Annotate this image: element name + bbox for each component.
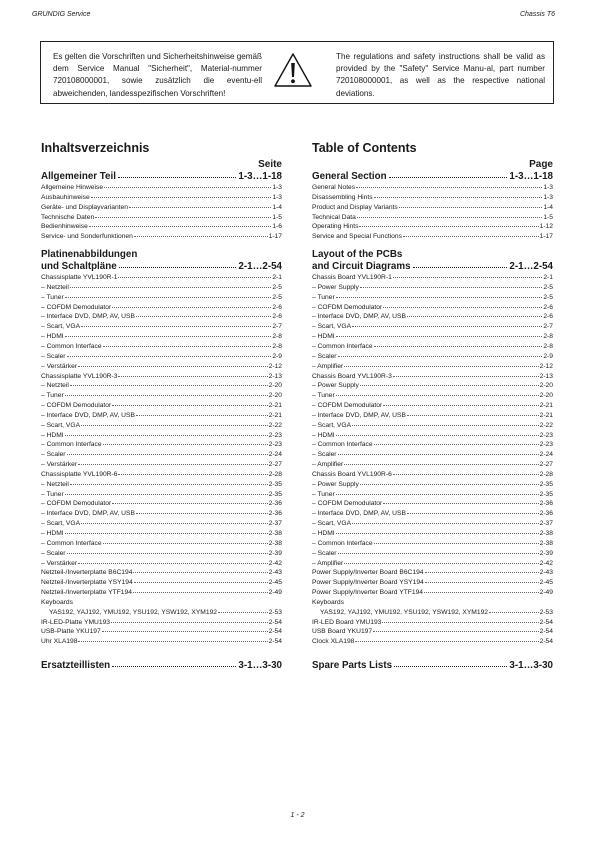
toc-entry-page: 2-21 [539,411,553,419]
toc-entry[interactable] [312,193,553,203]
toc-entry-page: 2-22 [268,421,282,429]
toc-entry-page: 2-54 [539,628,553,636]
toc-entry-page: 2-20 [539,382,553,390]
toc-entry-page: 2-53 [539,608,553,616]
toc-entry-label: – Interface DVD, DMP, AV, USB [41,313,135,321]
toc-entry-page: 2-23 [268,441,282,449]
toc-entry-page: 2-35 [268,480,282,488]
toc-entry-page: 1-17 [268,233,282,241]
toc-entry[interactable] [312,519,553,529]
toc-entry-page: 2-12 [539,362,553,370]
toc-entry-page: 2-42 [539,559,553,567]
toc-entry-label: – Common Interface [41,441,102,449]
toc-entry[interactable] [312,283,553,293]
toc-entry-label: YAS192, YAJ192, YMU192, YSU192, YSW192, XYM192 [49,608,218,616]
toc-entry[interactable] [41,490,282,500]
toc-entry-label: Technical Data [312,213,356,221]
toc-entry-label: – HDMI [312,333,335,341]
toc-entry-page: 2-5 [543,293,553,301]
toc-entry[interactable] [41,637,282,647]
toc-entry-label: IR-LED Board YMU193 [312,618,382,626]
toc-entry-page: 1-3 [543,193,553,201]
toc-entry-page: 2-9 [543,352,553,360]
toc-entry-page: 2-6 [272,303,282,311]
toc-entry[interactable] [41,440,282,450]
toc-entry[interactable] [41,222,282,232]
toc-entry-page: 2-28 [268,470,282,478]
page-column-label: Seite [258,159,282,170]
toc-entry-label: IR-LED-Platte YMU193 [41,618,111,626]
toc-entry[interactable] [312,608,553,618]
toc-entry[interactable] [41,618,282,628]
toc-title: Inhaltsverzeichnis [41,141,150,155]
toc-entry-page: 2-22 [539,421,553,429]
toc-entry-label: Service- und Sonderfunktionen [41,233,133,241]
toc-entry-page: 2-28 [539,470,553,478]
toc-entry[interactable] [312,293,553,303]
toc-entry-page: 2-6 [543,313,553,321]
toc-entry-label: – Amplifier [312,559,344,567]
toc-entry-label: – HDMI [41,530,64,537]
toc-entry[interactable] [312,440,553,450]
toc-entry-label: – COFDM Demodulator [312,402,383,410]
toc-entry-page: 2-6 [543,303,553,311]
toc-entry-label: Power Supply/Inverter Board B6C194 [312,569,424,577]
toc-entry-label: – Scart, VGA [41,520,81,528]
toc-entry-label: – Interface DVD, DMP, AV, USB [312,510,406,518]
toc-entry[interactable] [41,362,282,372]
toc-entry-page: 2-35 [268,490,282,498]
toc-entry-label: – HDMI [41,333,64,341]
toc-entry-page: 2-20 [268,392,282,400]
toc-entry-label: Technische Daten [41,213,95,221]
toc-entry-label: – Scaler [41,549,66,557]
toc-entry-label: Power Supply/Inverter Board YTF194 [312,589,424,597]
toc-entry[interactable] [312,401,553,411]
toc-entry-page: 2-20 [268,382,282,390]
toc-entry-page: 2-27 [539,461,553,469]
toc-entry-page: 2-37 [539,520,553,528]
toc-entry[interactable] [312,559,553,569]
toc-entry-label: – COFDM Demodulator [41,500,112,508]
toc-entry-label: – Common Interface [41,539,102,547]
toc-entry-label: – HDMI [312,431,335,439]
toc-entry-page: 2-5 [272,293,282,301]
toc-entry-page: 2-38 [268,539,282,547]
toc-entry[interactable] [312,480,553,490]
toc-list [312,183,553,242]
toc-entry-page: 1-5 [543,213,553,221]
toc-entry-label: – COFDM Demodulator [312,303,383,311]
toc-entry-label: – Scart, VGA [312,323,352,331]
toc-entry-label: – Scaler [312,352,337,360]
toc-entry[interactable] [41,213,282,223]
toc-entry-label: – Amplifier [312,461,344,469]
toc-entry[interactable] [41,193,282,203]
toc-list [41,273,282,647]
toc-entry[interactable] [41,509,282,519]
toc-entry-label: – Verstärker [41,461,78,469]
toc-entry[interactable] [41,391,282,401]
toc-entry-page: 2-43 [539,569,553,577]
toc-list [41,183,282,242]
toc-entry[interactable] [312,203,553,213]
toc-entry-page: 2-9 [272,352,282,360]
toc-entry[interactable] [41,381,282,391]
toc-entry[interactable] [41,232,282,242]
toc-entry-label: – COFDM Demodulator [41,303,112,311]
toc-entry-page: 2-38 [539,539,553,547]
header-brand: GRUNDIG Service [32,11,91,18]
toc-entry-label: – Amplifier [312,362,344,370]
toc-entry-label: – Interface DVD, DMP, AV, USB [41,510,135,518]
toc-entry-page: 2-23 [539,441,553,449]
toc-entry-page: 2-27 [268,461,282,469]
toc-entry[interactable] [41,559,282,569]
toc-entry[interactable] [312,332,553,342]
toc-entry-label: Service and Special Functions [312,233,402,241]
toc-entry-label: – COFDM Demodulator [41,402,112,410]
toc-entry-page: 2-8 [543,342,553,350]
toc-entry[interactable] [312,183,553,193]
toc-entry-page: 1-3 [543,184,553,191]
safety-notice-box [40,41,554,104]
toc-entry-label: Chassisplatte YVL190R-1 [41,274,118,282]
toc-entry-page: 2-12 [268,362,282,370]
toc-entry-label: – HDMI [41,431,64,439]
toc-entry-label: Geräte- und Displayvarianten [41,203,128,211]
toc-entry-page: 2-43 [268,569,282,577]
toc-entry-label: – Interface DVD, DMP, AV, USB [312,411,406,419]
toc-entry-page: 1-17 [539,233,553,241]
toc-entry-label: – COFDM Demodulator [312,500,383,508]
section-heading[interactable]: Spare Parts Lists 3-1…3-30 [312,660,553,672]
toc-entry-page: 2-36 [268,510,282,518]
toc-entry[interactable] [312,450,553,460]
toc-entry[interactable] [41,372,282,382]
toc-entry-label: – Verstärker [41,559,78,567]
toc-entry-page: 2-54 [268,628,282,636]
toc-entry-page: 2-38 [268,530,282,537]
toc-entry-page: 2-49 [268,589,282,597]
toc-entry-page: 1-5 [272,213,282,221]
toc-english [312,140,553,672]
toc-entry[interactable] [312,499,553,509]
toc-entry-label: – Power Supply [312,382,359,390]
toc-entry[interactable] [312,549,553,559]
toc-entry-page: 2-5 [272,283,282,291]
section-heading-line1: Platinenabbildungen [41,249,138,261]
toc-entry-label: – Common Interface [312,539,373,547]
toc-entry[interactable] [312,460,553,470]
toc-entry[interactable] [41,203,282,213]
toc-entry-page: 2-7 [272,323,282,331]
toc-entry-page: 2-8 [543,333,553,341]
toc-entry-page: 2-39 [539,549,553,557]
toc-entry[interactable] [312,213,553,223]
toc-entry-page: 1-4 [272,203,282,211]
toc-entry[interactable] [312,627,553,637]
toc-entry-label: Chassis Board YVL190R-1 [312,274,392,282]
toc-entry-page: 2-21 [539,402,553,410]
toc-entry-label: General Notes [312,184,356,191]
toc-entry[interactable] [41,283,282,293]
toc-entry[interactable] [312,303,553,313]
toc-entry[interactable] [41,342,282,352]
toc-entry-label: Netzteil-/Inverterplatte B6C194 [41,569,133,577]
toc-entry[interactable] [312,232,553,242]
toc-entry[interactable] [312,529,553,539]
toc-entry-page: 2-13 [268,372,282,380]
toc-entry[interactable] [41,460,282,470]
toc-entry[interactable] [41,450,282,460]
toc-entry-label: Chassisplatte YVL190R-3 [41,372,118,380]
toc-entry-page: 2-21 [268,411,282,419]
toc-entry-page: 2-38 [539,530,553,537]
page-column-label: Page [529,159,553,170]
toc-entry-page: 2-53 [268,608,282,616]
toc-entry-page: 1-6 [272,223,282,231]
toc-entry-label: – Scaler [41,352,66,360]
toc-entry-label: – Tuner [41,392,64,400]
safety-text-german: Es gelten die Vorschriften und Sicherheitshinweise gemäß dem Service Manual "Sicherheit", Material-nummer 720108000001, sowie zusätzlich die eventu-ell abweichenden, landesspezifischen Vorschriften! [53,52,262,98]
toc-entry[interactable] [41,568,282,578]
toc-entry-page: 1-3 [272,184,282,191]
toc-entry[interactable] [312,381,553,391]
toc-entry[interactable] [41,598,282,608]
toc-entry[interactable] [312,273,553,283]
toc-entry[interactable] [41,303,282,313]
header-chassis: Chassis T6 [519,11,555,18]
toc-entry-label: Product and Display Variants [312,203,398,211]
toc-entry-label: USB-Platte YKU197 [41,628,101,636]
toc-entry[interactable] [312,222,553,232]
toc-entry[interactable] [312,342,553,352]
toc-entry[interactable] [312,352,553,362]
toc-entry-label: – Tuner [312,490,335,498]
toc-entry-label: – Common Interface [312,441,373,449]
toc-entry[interactable] [312,391,553,401]
toc-entry-page: 2-7 [543,323,553,331]
toc-entry[interactable] [41,421,282,431]
toc-entry-label: – Scart, VGA [41,323,81,331]
toc-entry-page: 2-37 [268,520,282,528]
toc-entry-label: USB Board YKU197 [312,628,373,636]
toc-entry-label: – Verstärker [41,362,78,370]
toc-entry-page: 2-45 [539,579,553,587]
toc-entry-page: 2-24 [268,451,282,459]
toc-entry[interactable] [41,293,282,303]
toc-entry[interactable] [41,312,282,322]
toc-entry-page: 2-45 [268,579,282,587]
toc-entry[interactable] [41,401,282,411]
section-heading[interactable]: General Section 1-3…1-18 [312,171,553,182]
toc-entry[interactable] [41,588,282,598]
toc-entry-label: Allgemeine Hinweise [41,184,104,191]
section-heading-line1: Layout of the PCBs [312,249,403,261]
safety-text-english: The regulations and safety instructions shall be valid as provided by the "Safety" Service Manu-al, part number 720108000001, as well as the respective national deviations. [336,52,545,98]
toc-entry[interactable] [312,637,553,647]
toc-entry[interactable] [41,627,282,637]
toc-entry[interactable] [312,362,553,372]
toc-entry-page: 2-20 [539,392,553,400]
toc-entry-label: – Power Supply [312,283,359,291]
toc-entry[interactable] [312,421,553,431]
toc-entry[interactable] [41,499,282,509]
toc-entry-label: – Power Supply [312,480,359,488]
toc-entry-page: 2-39 [268,549,282,557]
toc-entry[interactable] [312,312,553,322]
toc-entry-page: 2-23 [539,431,553,439]
toc-entry-page: 2-1 [272,274,282,282]
section-heading[interactable]: Ersatzteillisten 3-1…3-30 [41,660,282,672]
toc-entry[interactable] [312,598,553,608]
toc-entry-label: – HDMI [312,530,335,537]
toc-entry-label: Ausbauhinweise [41,193,90,201]
toc-entry-page: 2-54 [539,618,553,626]
toc-entry-label: – Netzteil [41,480,69,488]
toc-entry-page: 2-24 [539,451,553,459]
toc-entry-label: Uhr XLA198 [41,638,78,646]
toc-entry[interactable] [41,529,282,539]
toc-entry-page: 2-1 [543,274,553,282]
toc-entry-page: 1-12 [539,223,553,231]
toc-entry[interactable] [41,411,282,421]
toc-entry-label: Chassisplatte YVL190R-6 [41,470,118,478]
toc-entry-label: – Scaler [312,451,337,459]
toc-entry[interactable] [312,578,553,588]
toc-entry-label: – Tuner [41,490,64,498]
toc-entry-page: 2-36 [539,500,553,508]
toc-entry-label: – Scart, VGA [312,520,352,528]
toc-entry[interactable] [41,470,282,480]
toc-entry[interactable] [41,273,282,283]
toc-entry[interactable] [41,480,282,490]
toc-entry[interactable] [41,352,282,362]
toc-entry-page: 2-36 [539,510,553,518]
toc-entry-label: – Scart, VGA [312,421,352,429]
exclamation-triangle-icon [273,52,313,88]
section-heading[interactable]: and Circuit Diagrams 2-1…2-54 [312,261,553,273]
toc-entry-page: 2-49 [539,589,553,597]
toc-entry-label: – Scaler [312,549,337,557]
toc-entry-label: Bedienhinweise [41,223,88,231]
toc-entry-label: – Interface DVD, DMP, AV, USB [41,411,135,419]
toc-list [312,273,553,647]
toc-entry[interactable] [312,618,553,628]
toc-title: Table of Contents [312,141,417,155]
toc-entry-page: 1-4 [543,203,553,211]
toc-entry[interactable] [312,588,553,598]
toc-entry-label: – Interface DVD, DMP, AV, USB [312,313,406,321]
toc-entry-label: – Tuner [312,293,335,301]
toc-entry-page: 2-13 [539,372,553,380]
toc-entry[interactable] [41,322,282,332]
toc-entry-page: 2-8 [272,333,282,341]
toc-entry-page: 2-23 [268,431,282,439]
toc-entry-label: Chassis Board YVL190R-3 [312,372,392,380]
section-heading[interactable]: und Schaltpläne 2-1…2-54 [41,261,282,273]
toc-entry[interactable] [41,578,282,588]
toc-entry-label: – Scart, VGA [41,421,81,429]
toc-entry[interactable] [41,183,282,193]
toc-entry[interactable] [312,490,553,500]
toc-entry[interactable] [41,332,282,342]
toc-entry[interactable] [41,519,282,529]
toc-entry-label: Keyboards [41,598,73,606]
toc-entry-page: 2-8 [272,342,282,350]
toc-entry-page: 2-42 [268,559,282,567]
toc-entry[interactable] [312,568,553,578]
toc-entry-label: Clock XLA198 [312,638,355,646]
toc-entry[interactable] [41,549,282,559]
toc-entry-label: – Tuner [41,293,64,301]
section-heading[interactable]: Allgemeiner Teil 1-3…1-18 [41,171,282,182]
toc-entry-label: Netzteil-/Inverterplatte YSY194 [41,579,133,587]
toc-entry-page: 2-6 [272,313,282,321]
toc-entry[interactable] [41,431,282,441]
toc-entry[interactable] [41,539,282,549]
toc-entry-page: 2-5 [543,283,553,291]
toc-entry-label: Chassis Board YVL190R-6 [312,470,392,478]
toc-entry-page: 2-54 [268,638,282,646]
toc-entry-page: 2-35 [539,490,553,498]
toc-entry-label: Netzteil-/Inverterplatte YTF194 [41,589,132,597]
toc-entry[interactable] [41,608,282,618]
toc-entry-page: 2-35 [539,480,553,488]
toc-entry[interactable] [312,431,553,441]
toc-entry[interactable] [312,411,553,421]
toc-entry-label: – Common Interface [41,342,102,350]
toc-entry-label: Disassembling Hints [312,193,373,201]
toc-entry-page: 1-3 [272,193,282,201]
toc-entry-label: – Common Interface [312,342,373,350]
toc-entry[interactable] [312,539,553,549]
toc-german [41,140,282,672]
toc-entry-page: 2-54 [539,638,553,646]
toc-entry[interactable] [312,509,553,519]
page-number: 1 - 2 [290,812,305,819]
toc-entry-page: 2-36 [268,500,282,508]
toc-entry[interactable] [312,470,553,480]
toc-entry-label: – Tuner [312,392,335,400]
toc-entry-label: Keyboards [312,598,344,606]
toc-entry-label: Operating Hints [312,223,359,231]
toc-entry[interactable] [312,322,553,332]
toc-entry-label: – Scaler [41,451,66,459]
toc-entry-label: Power Supply/Inverter Board YSY194 [312,579,424,587]
toc-entry-label: – Netzteil [41,283,69,291]
toc-entry-label: – Netzteil [41,382,69,390]
toc-entry-page: 2-21 [268,402,282,410]
toc-entry[interactable] [312,372,553,382]
toc-entry-page: 2-54 [268,618,282,626]
toc-entry-label: YAS192, YAJ192, YMU192, YSU192, YSW192, XYM192 [320,608,489,616]
